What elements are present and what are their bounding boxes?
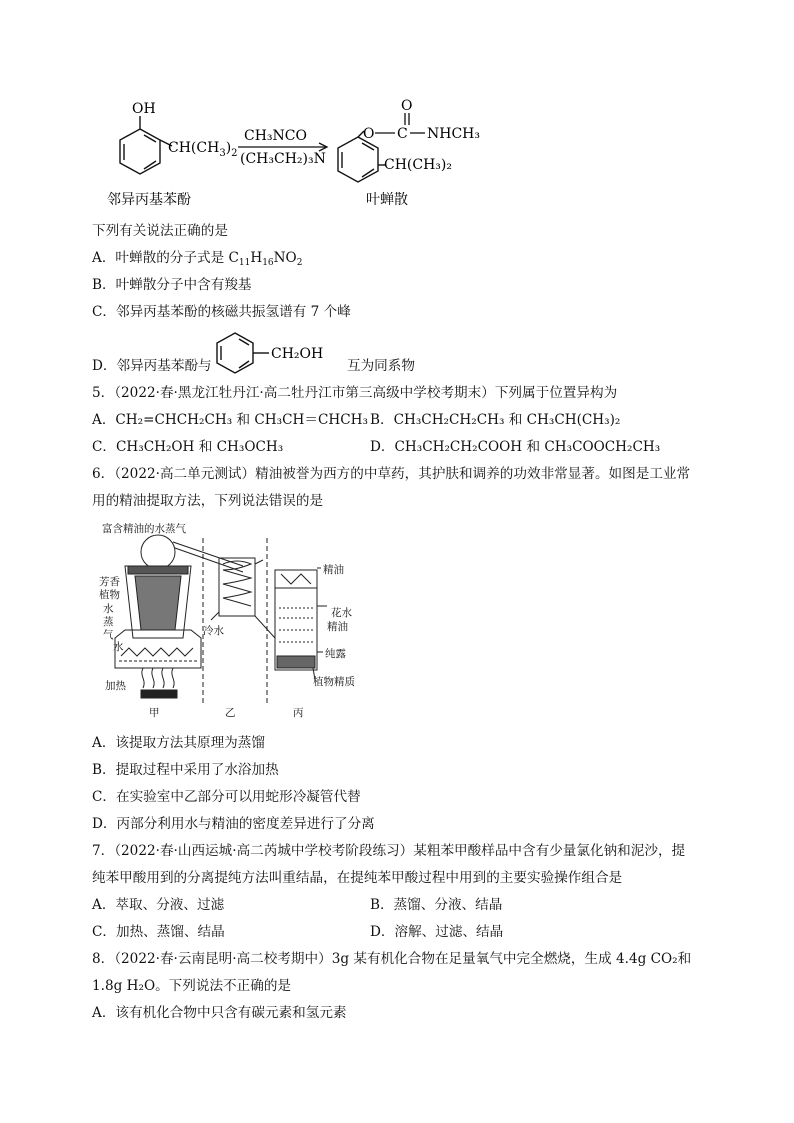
svg-text:芳香: 芳香 — [99, 576, 120, 588]
svg-text:纯露: 纯露 — [325, 648, 346, 660]
q7-option-c: C．加热、蒸馏、结晶 — [92, 924, 225, 940]
q6-option-a: A．该提取方法其原理为蒸馏 — [92, 735, 265, 751]
product-benzene-ring — [338, 131, 386, 182]
q6-option-b: B．提取过程中采用了水浴加热 — [92, 762, 279, 778]
q6-stem-line2: 用的精油提取方法，下列说法错误的是 — [92, 493, 324, 509]
svg-text:水: 水 — [113, 641, 124, 653]
product-isopropyl-label: CH(CH₃)₂ — [384, 157, 452, 173]
q4-option-d-suffix: 互为同系物 — [347, 358, 415, 374]
svg-text:精油: 精油 — [323, 564, 344, 576]
benzyl-alcohol-structure — [213, 330, 353, 374]
svg-text:CH₂OH: CH₂OH — [271, 346, 324, 362]
q7-stem-line2: 纯苯甲酸用到的分离提纯方法叫重结晶，在提纯苯甲酸过程中用到的主要实验操作组合是 — [92, 870, 623, 886]
svg-text:冷水: 冷水 — [203, 625, 224, 637]
product-carbonyl-carbon: C — [397, 126, 408, 142]
q6-option-c: C．在实验室中乙部分可以用蛇形冷凝管代替 — [92, 789, 361, 805]
q5-option-d: D．CH₃CH₂CH₂COOH 和 CH₃COOCH₂CH₃ — [370, 439, 661, 455]
product-carbonyl-oxygen: O — [401, 98, 413, 114]
svg-text:蒸: 蒸 — [103, 616, 114, 628]
svg-text:植物: 植物 — [99, 589, 120, 601]
q7-option-a: A．萃取、分液、过滤 — [92, 897, 225, 913]
svg-text:乙: 乙 — [225, 707, 236, 719]
q7-option-d: D．溶解、过滤、结晶 — [370, 924, 504, 940]
q8-option-a: A．该有机化合物中只含有碳元素和氢元素 — [92, 1005, 347, 1021]
svg-text:丙: 丙 — [293, 707, 304, 719]
q7-option-b: B．蒸馏、分液、结晶 — [370, 897, 503, 913]
q6-option-d: D．丙部分利用水与精油的密度差异进行了分离 — [92, 816, 375, 832]
q5-option-b: B．CH₃CH₂CH₂CH₃ 和 CH₃CH(CH₃)₂ — [370, 412, 621, 428]
q7-stem-line1: 7．（2022·春·山西运城·高二芮城中学校考阶段练习）某粗苯甲酸样品中含有少量氯化钠和泥沙，提 — [92, 843, 686, 859]
q4-option-b: B．叶蝉散分子中含有羧基 — [92, 277, 252, 293]
q8-stem-line2: 1.8g H₂O。下列说法不正确的是 — [92, 978, 292, 994]
svg-text:富含精油的水蒸气: 富含精油的水蒸气 — [102, 523, 186, 535]
svg-text:精油: 精油 — [327, 621, 348, 633]
svg-text:加热: 加热 — [105, 680, 126, 692]
q4-stem: 下列有关说法正确的是 — [92, 223, 228, 239]
reactant-name: 邻异丙基苯酚 — [107, 192, 191, 208]
svg-text:甲: 甲 — [149, 707, 160, 719]
q5-option-c: C．CH₃CH₂OH 和 CH₃OCH₃ — [92, 439, 284, 455]
q5-stem: 5．（2022·春·黑龙江牡丹江·高二牡丹江市第三高级中学校考期末）下列属于位置异构为 — [92, 385, 618, 401]
product-name: 叶蝉散 — [366, 192, 408, 208]
q5-option-a: A．CH₂=CHCH₂CH₃ 和 CH₃CH＝CHCH₃ — [92, 412, 368, 428]
product-nhch3-label: NHCH₃ — [427, 126, 480, 142]
q6-stem-line1: 6．（2022·高二单元测试）精油被誉为西方的中草药，其护肤和调养的功效非常显著。如图是工业常 — [92, 466, 691, 482]
reactant-isopropyl-label: $CH(CH_3)_2$ — [168, 140, 238, 159]
svg-text:花水: 花水 — [331, 607, 352, 619]
svg-text:水: 水 — [103, 603, 114, 615]
reagent-bottom: (CH₃CH₂)₃N — [240, 151, 326, 167]
q4-option-d: D．邻异丙基苯酚与 — [92, 358, 212, 374]
q8-stem-line1: 8．（2022·春·云南昆明·高二校考期中）3g 某有机化合物在足量氧气中完全燃烧，生成 4.4g CO₂和 — [92, 951, 692, 967]
svg-text:植物精质: 植物精质 — [313, 676, 355, 688]
product-ester-oxygen: O — [363, 126, 375, 142]
reagent-top: CH₃NCO — [244, 128, 307, 144]
reactant-benzene-ring — [120, 116, 172, 174]
q4-option-c: C．邻异丙基苯酚的核磁共振氢谱有 7 个峰 — [92, 304, 351, 320]
distillation-apparatus-figure — [95, 518, 375, 723]
q4-option-a: A．叶蝉散的分子式是 $C_{11}H_{16}NO_2$ — [92, 250, 303, 268]
reactant-oh-label: OH — [132, 101, 156, 117]
svg-text:气: 气 — [103, 629, 114, 641]
reaction-scheme — [0, 0, 794, 215]
